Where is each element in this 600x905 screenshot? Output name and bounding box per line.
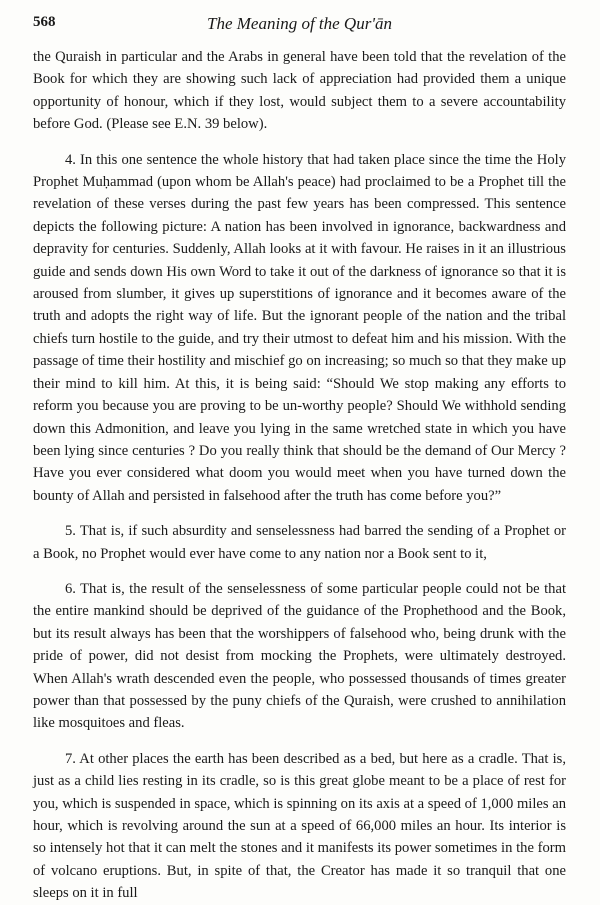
page-header — [33, 14, 566, 40]
running-title: The Meaning of the Qur'ān — [207, 14, 392, 33]
explanatory-note-5: 5. That is, if such absurdity and senselessness had barred the sending of a Prophet or a Book, no Prophet would ever have come to any nation nor a Book sent to it, — [33, 523, 566, 562]
explanatory-note-7: 7. At other places the earth has been described as a bed, but here as a cradle. That is, just as a child lies resting in its cradle, so is this great globe meant to be a place of rest for you, which is suspended in space, which is spinning on its axis at a speed of 1,000 miles an hour, which is revolving around the sun at a speed of 66,000 miles an hour. Its interior is so intensely hot that it can melt the stones and it manifests its power sometimes in the form of volcano eruptions. But, in spite of that, the Creator has made it so tranquil that one sleeps on it in full — [33, 750, 566, 902]
explanatory-note-6: 6. That is, the result of the senselessness of some particular people could not be that the entire mankind should be deprived of the guidance of the Prophethood and the Book, but its result always has been that the worshippers of falsehood who, being drunk with the pride of power, did not desist from mocking the Prophets, were ultimately destroyed. When Allah's wrath descended even the people, who possessed thousands of times greater power than that possessed by the puny chiefs of the Quraish, were crushed to annihilation like mosquitoes and fleas. — [33, 580, 566, 732]
paragraph-continuation: the Quraish in particular and the Arabs in general have been told that the revelation of the Book for which they are showing such lack of appreciation had provided them a unique opportunity of honour, which if they lost, would subject them to a severe accountability before God. (Please see E.N. 39 below). — [33, 49, 566, 133]
explanatory-note-4: 4. In this one sentence the whole history that had taken place since the time the Holy Prophet Muḥammad (upon whom be Allah's peace) had proclaimed to be a Prophet till the revelation of these verses during the past few years has been compressed. This sentence depicts the following picture: A nation has been involved in ignorance, backwardness and depravity for centuries. Suddenly, Allah looks at it with favour. He raises in it an illustrious guide and sends down His own Word to take it out of the darkness of ignorance so that it is aroused from slumber, it gives up superstitions of ignorance and it becomes aware of the truth and adopts the right way of life. But the ignorant people of the nation and the tribal chiefs turn hostile to the guide, and try their utmost to defeat him and his mission. With the passage of time their hostility and mischief go on increasing; so much so that they make up their mind to kill him. At this, it is being said: “Should We stop making any efforts to reform you because you are proving to be un-worthy people? Should We withhold sending down this Admonition, and leave you lying in the same wretched state in which you have been lying since centuries ? Do you really think that should be the demand of Our Mercy ? Have you ever considered what doom you would meet when you have turned down the bounty of Allah and persisted in falsehood after the truth has come before you?” — [33, 151, 566, 504]
page-body — [33, 46, 566, 905]
page-number: 568 — [33, 14, 56, 30]
